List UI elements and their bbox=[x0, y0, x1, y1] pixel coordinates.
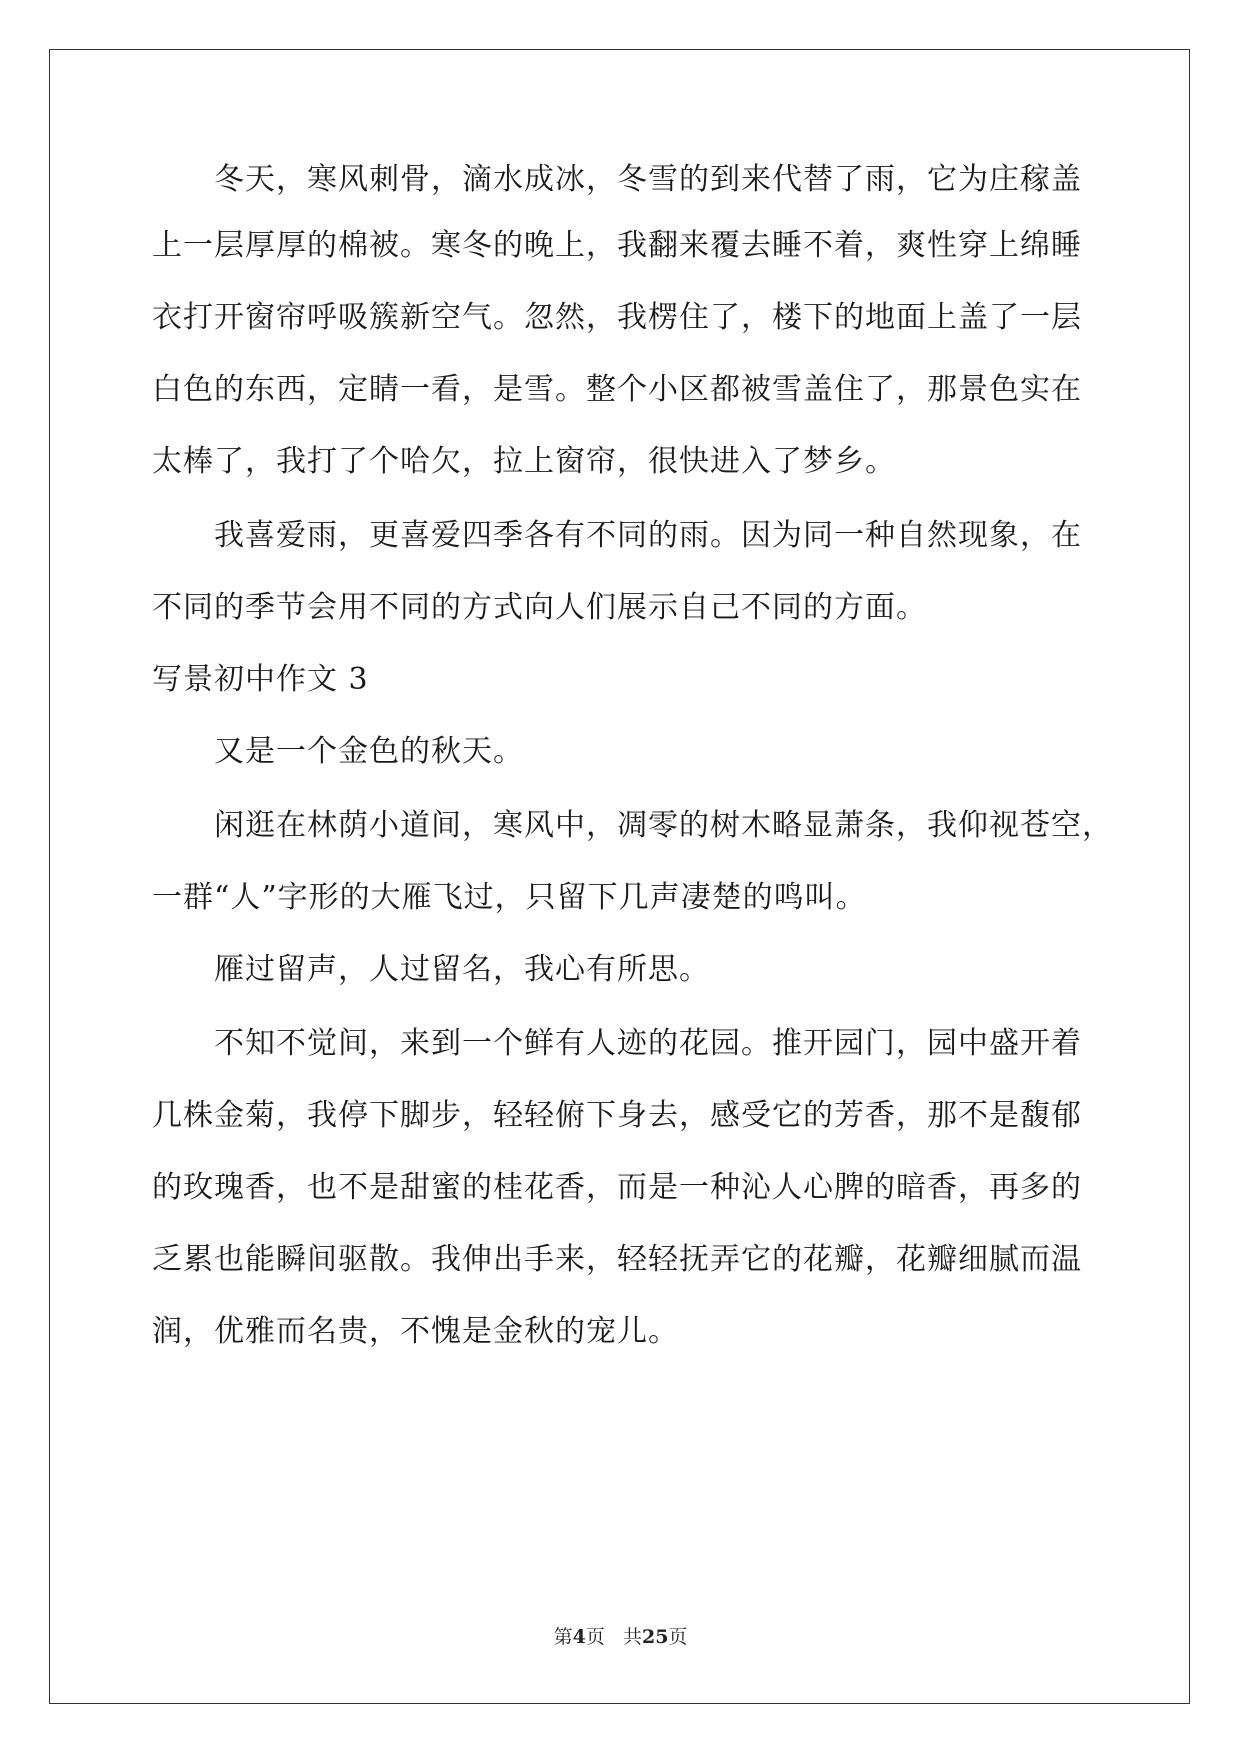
footer-page-suffix: 页 bbox=[585, 1626, 605, 1648]
paragraph-line: 不同的季节会用不同的方式向人们展示自己不同的方面。 bbox=[152, 590, 927, 625]
section-heading: 写景初中作文 3 bbox=[152, 662, 369, 697]
paragraph-line: 的玫瑰香，也不是甜蜜的桂花香，而是一种沁人心脾的暗香，再多的 bbox=[152, 1170, 1082, 1205]
paragraph-line: 雁过留声，人过留名，我心有所思。 bbox=[214, 952, 710, 987]
total-pages: 25 bbox=[641, 1626, 669, 1648]
paragraph-line: 冬天，寒风刺骨，滴水成冰，冬雪的到来代替了雨，它为庄稼盖 bbox=[214, 162, 1082, 197]
paragraph-line: 闲逛在林荫小道间，寒风中，凋零的树木略显萧条，我仰视苍空， bbox=[214, 808, 1113, 843]
footer-total-suffix: 页 bbox=[668, 1626, 688, 1648]
paragraph-line: 乏累也能瞬间驱散。我伸出手来，轻轻抚弄它的花瓣，花瓣细腻而温 bbox=[152, 1242, 1082, 1277]
paragraph-line: 润，优雅而名贵，不愧是金秋的宠儿。 bbox=[152, 1314, 679, 1349]
footer-total-prefix: 共 bbox=[622, 1626, 642, 1648]
paragraph-line: 上一层厚厚的棉被。寒冬的晚上，我翻来覆去睡不着，爽性穿上绵睡 bbox=[152, 228, 1082, 263]
paragraph-line: 一群“人”字形的大雁飞过，只留下几声凄楚的鸣叫。 bbox=[152, 880, 867, 915]
paragraph-line: 几株金菊，我停下脚步，轻轻俯下身去，感受它的芳香，那不是馥郁 bbox=[152, 1098, 1082, 1133]
footer-prefix: 第 bbox=[553, 1626, 573, 1648]
paragraph-line: 又是一个金色的秋天。 bbox=[214, 734, 524, 769]
paragraph-line: 我喜爱雨，更喜爱四季各有不同的雨。因为同一种自然现象，在 bbox=[214, 518, 1082, 553]
paragraph-line: 太棒了，我打了个哈欠，拉上窗帘，很快进入了梦乡。 bbox=[152, 444, 896, 479]
page-footer bbox=[0, 1622, 1241, 1649]
paragraph-line: 衣打开窗帘呼吸簇新空气。忽然，我楞住了，楼下的地面上盖了一层 bbox=[152, 300, 1082, 335]
page-number: 4 bbox=[572, 1626, 586, 1648]
paragraph-line: 不知不觉间，来到一个鲜有人迹的花园。推开园门，园中盛开着 bbox=[214, 1026, 1082, 1061]
paragraph-line: 白色的东西，定睛一看，是雪。整个小区都被雪盖住了，那景色实在 bbox=[152, 372, 1082, 407]
